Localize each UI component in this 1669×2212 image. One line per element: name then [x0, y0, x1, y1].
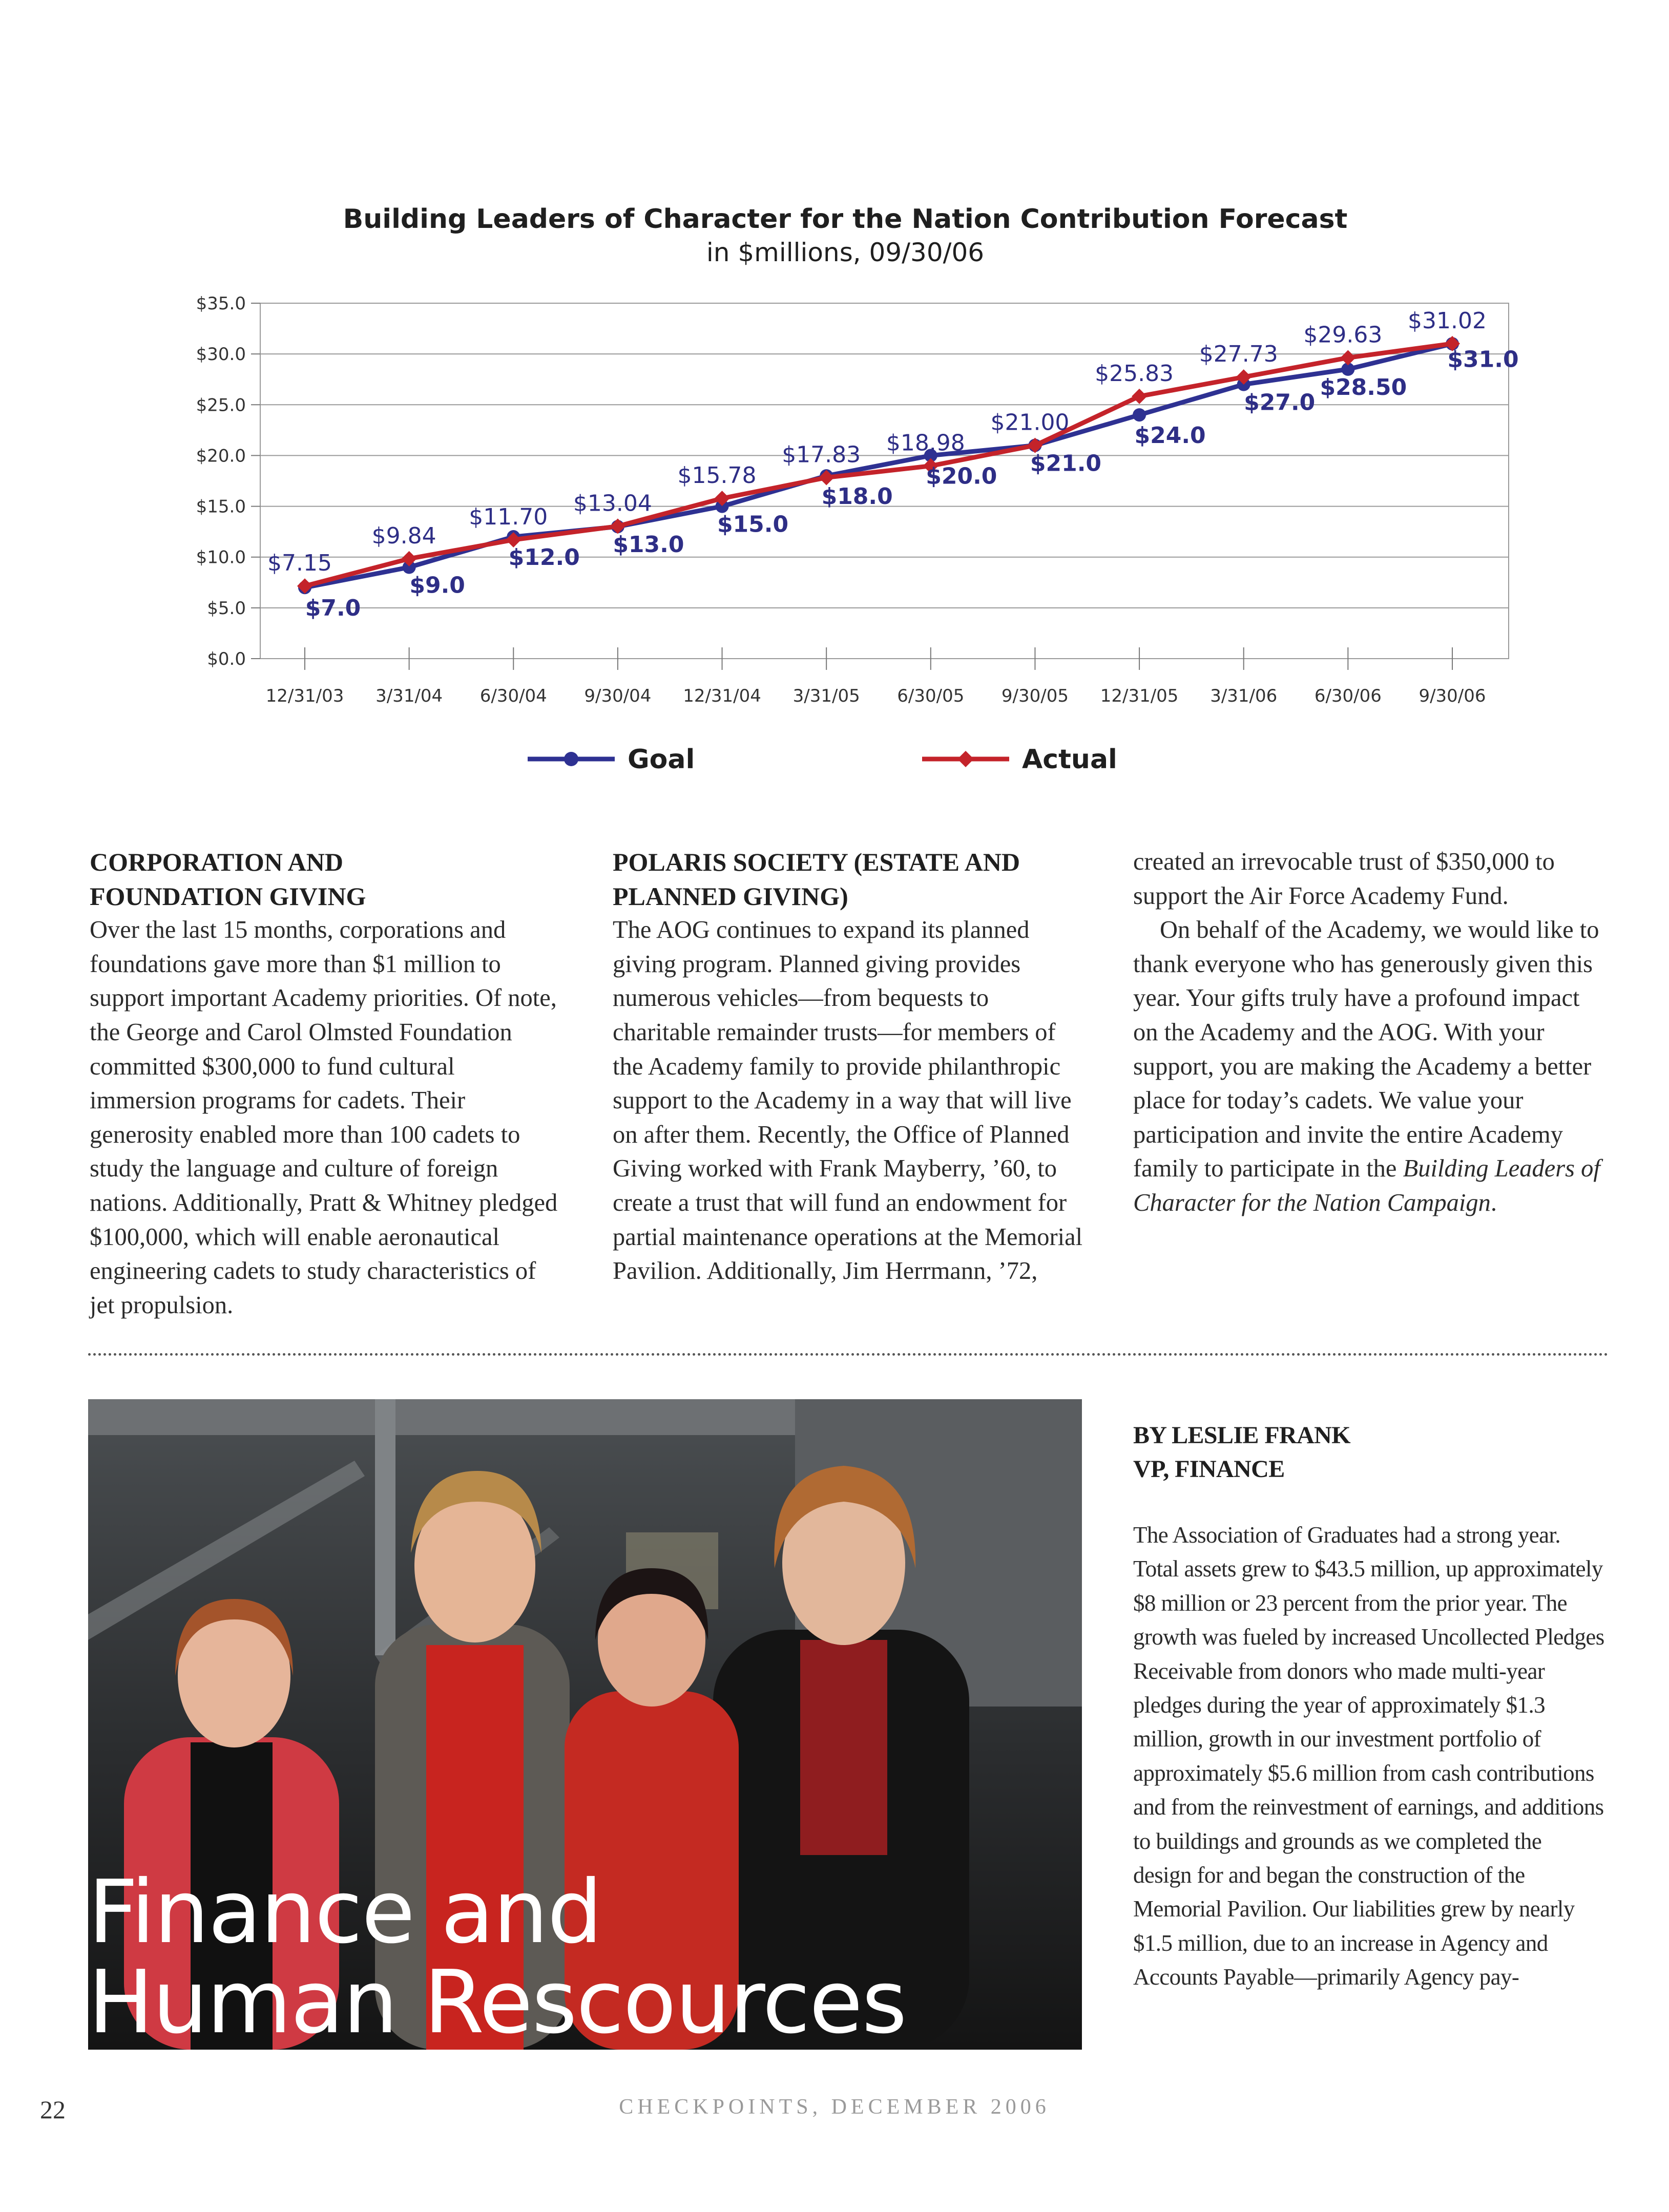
series-line-goal [305, 344, 1452, 587]
goal-data-label: $15.0 [717, 511, 789, 538]
legend-marker-actual [957, 751, 974, 767]
corporation-heading: CORPORATION AND FOUNDATION GIVING [90, 848, 366, 911]
campaign-name: Building Leaders of Character for the Nation Campaign [1133, 1155, 1600, 1216]
goal-data-label: $24.0 [1134, 423, 1206, 449]
actual-data-label: $18.98 [886, 430, 965, 456]
goal-point [1133, 408, 1146, 422]
goal-data-label: $7.0 [305, 595, 361, 622]
x-tick-label: 12/31/03 [265, 686, 344, 706]
x-tick-label: 6/30/04 [479, 686, 547, 706]
chart-legend [528, 744, 1117, 775]
goal-data-label: $18.0 [821, 483, 893, 510]
publication-footer: CHECKPOINTS, DECEMBER 2006 [619, 2095, 1050, 2119]
polaris-heading: POLARIS SOCIETY (ESTATE AND PLANNED GIVING) [613, 848, 1020, 911]
contribution-forecast-chart [0, 0, 1669, 799]
legend-marker-goal [564, 752, 578, 766]
chart-subtitle: in $millions, 09/30/06 [706, 238, 985, 267]
goal-data-label: $28.50 [1320, 374, 1407, 401]
y-tick-label: $25.0 [196, 395, 246, 416]
trust-paragraph: created an irrevocable trust of $350,000 to support the Air Force Academy Fund. [1133, 848, 1555, 910]
y-tick-label: $20.0 [196, 446, 246, 467]
actual-data-label: $27.73 [1199, 341, 1278, 368]
legend-label-actual: Actual [1022, 744, 1117, 775]
goal-data-label: $21.0 [1030, 450, 1102, 477]
y-tick-label: $5.0 [207, 598, 246, 619]
actual-data-label: $7.15 [267, 550, 332, 577]
y-tick-label: $30.0 [196, 344, 246, 365]
y-axis-ticks [196, 293, 246, 669]
thank-you-paragraph: On behalf of the Academy, we would like to thank everyone who has generously given this year. Your gifts truly have a profound impact on the Academy and the AOG. With your support, you are making the Academy a better place for today’s cadets. We value your participation and invite the entire Academy family to participate in the Building Leaders of Character for the Nation Campaign. [1133, 916, 1600, 1216]
polaris-body: The AOG continues to expand its planned giving program. Planned giving provides numerous vehicles—from bequests to charitable remainder trusts—for members of the Academy family to provide philanthropic support to the Academy in a way that will live on after them. Recently, the Office of Planned Giving worked with Frank Mayberry, ’60, to create a trust that will fund an endowment for partial maintenance operations at the Memorial Pavilion. Additionally, Jim Herrmann, ’72, [613, 916, 1083, 1285]
actual-data-label: $9.84 [371, 522, 436, 549]
actual-point [1340, 350, 1355, 365]
actual-data-label: $25.83 [1095, 360, 1174, 387]
actual-data-label: $21.00 [990, 409, 1070, 436]
actual-data-label: $29.63 [1303, 322, 1383, 348]
actual-data-label: $15.78 [677, 462, 757, 489]
section-title: Finance and Human Rescources [88, 1862, 906, 2050]
goal-data-label: $12.0 [508, 544, 580, 571]
goal-data-label: $31.0 [1447, 346, 1519, 373]
goal-data-label: $20.0 [926, 463, 997, 490]
goal-data-label: $9.0 [409, 572, 465, 599]
x-tick-label: 3/31/06 [1210, 686, 1278, 706]
thank-you-column [1133, 845, 1610, 1220]
section-divider [88, 1353, 1609, 1356]
finance-report-column [1133, 1419, 1604, 1994]
goal-data-label: $13.0 [613, 532, 684, 558]
legend-label-goal: Goal [628, 744, 695, 775]
corporation-giving-column [90, 845, 566, 1322]
x-tick-label: 9/30/04 [584, 686, 652, 706]
actual-point [1132, 389, 1147, 404]
x-axis-ticks [266, 686, 1486, 706]
x-tick-label: 9/30/06 [1418, 686, 1486, 706]
corporation-body: Over the last 15 months, corporations and foundations gave more than $1 million to support important Academy priorities. Of note, the George and Carol Olmsted Foundation committed $300,000 to fund cultural immersion programs for cadets. Their generosity enabled more than 100 cadets to study the language and culture of foreign nations. Additionally, Pratt & Whitney pledged $100,000, which will enable aeronautical engineering cadets to study characteristics of jet propulsion. [90, 916, 558, 1319]
actual-data-label: $31.02 [1408, 307, 1487, 334]
finance-body: The Association of Graduates had a strong year. Total assets grew to $43.5 million, up approximately $8 million or 23 percent from the prior year. The growth was fueled by increased Uncollected Pledges Receivable from donors who made multi-year pledges during the year of approximately $1.3 million, growth in our investment portfolio of approximately $5.6 million from cash contributions and from the reinvestment of earnings, and additions to buildings and grounds as we completed the design for and began the construction of the Memorial Pavilion. Our liabilities grew by nearly $1.5 million, due to an increase in Agency and Accounts Payable—primarily Agency pay- [1133, 1522, 1604, 1990]
polaris-society-column [613, 845, 1089, 1289]
y-tick-label: $0.0 [207, 649, 246, 669]
byline: BY LESLIE FRANK VP, FINANCE [1133, 1422, 1350, 1483]
plot-frame [260, 303, 1509, 659]
y-tick-label: $15.0 [196, 496, 246, 517]
staff-group-photo [88, 1399, 1082, 2050]
chart-title: Building Leaders of Character for the Nation Contribution Forecast [343, 204, 1348, 235]
x-tick-label: 3/31/04 [375, 686, 443, 706]
x-tick-label: 12/31/04 [683, 686, 761, 706]
chart-series [297, 336, 1460, 594]
y-tick-label: $35.0 [196, 293, 246, 314]
y-tick-label: $10.0 [196, 547, 246, 568]
actual-data-label: $17.83 [782, 441, 861, 468]
page-number: 22 [40, 2095, 66, 2124]
actual-data-label: $11.70 [469, 504, 548, 531]
x-tick-label: 6/30/05 [897, 686, 965, 706]
goal-data-label: $27.0 [1244, 389, 1316, 416]
x-tick-label: 6/30/06 [1314, 686, 1382, 706]
actual-data-label: $13.04 [573, 490, 652, 517]
x-tick-label: 3/31/05 [792, 686, 860, 706]
x-tick-label: 12/31/05 [1100, 686, 1179, 706]
x-tick-label: 9/30/05 [1001, 686, 1069, 706]
